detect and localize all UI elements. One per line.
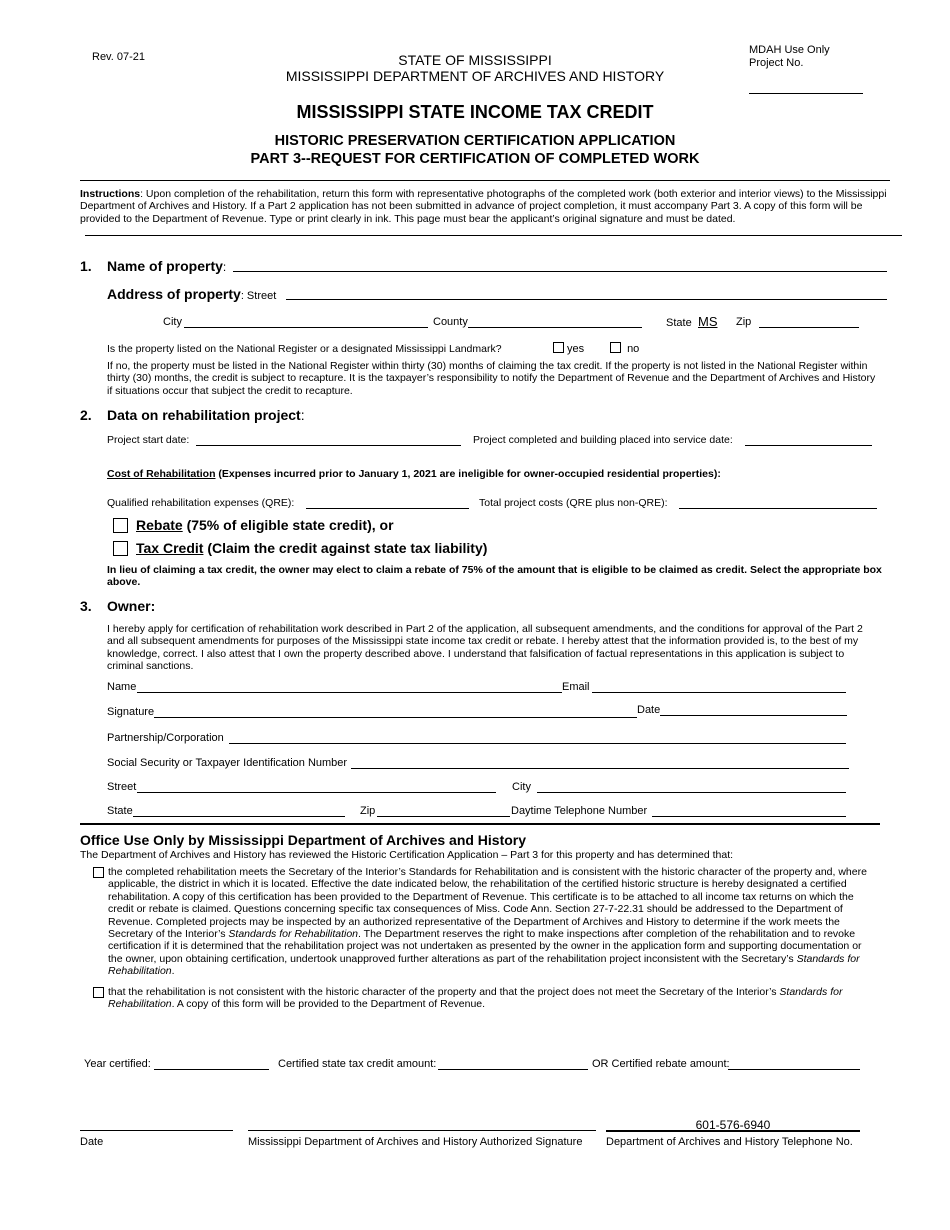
start-date-label: Project start date: [107, 434, 190, 446]
office-intro: The Department of Archives and History has reviewed the Historic Certification Application – Part 3 for this property and has determined that: [80, 849, 734, 861]
property-county-field[interactable] [468, 327, 642, 328]
tax-credit-checkbox[interactable] [113, 541, 128, 556]
cost-of-rehab: Cost of Rehabilitation (Expenses incurred prior to January 1, 2021 are ineligible for owner-occupied residential properties): [107, 468, 721, 480]
owner-email-field[interactable] [592, 692, 846, 693]
state-heading: STATE OF MISSISSIPPI [398, 52, 552, 68]
owner-email-label: Email [562, 681, 590, 693]
office-divider [80, 823, 880, 825]
credit-amount-label: Certified state tax credit amount: [278, 1058, 437, 1070]
rehab-data-title: Data on rehabilitation project: [107, 407, 305, 423]
office-phone-caption: Department of Archives and History Telephone No. [606, 1136, 853, 1148]
qre-field[interactable] [306, 508, 469, 509]
rebate-amount-field[interactable] [728, 1069, 860, 1070]
register-no-option[interactable]: no [610, 342, 639, 355]
owner-zip-label: Zip [360, 805, 376, 817]
office-phone-value: 601-576-6940 [695, 1118, 771, 1132]
property-state-value: MS [698, 314, 718, 329]
owner-city-field[interactable] [537, 792, 846, 793]
total-cost-label: Total project costs (QRE plus non-QRE): [479, 497, 668, 509]
project-no-field[interactable] [749, 93, 863, 94]
form-title: MISSISSIPPI STATE INCOME TAX CREDIT [296, 102, 654, 122]
owner-phone-label: Daytime Telephone Number [511, 805, 648, 817]
office-use-title: Office Use Only by Mississippi Department of Archives and History [80, 832, 527, 848]
owner-attestation: I hereby apply for certification of rehabilitation work described in Part 2 of the application, all subsequent amendments, and the conditions for approval of the Part 2 and all subsequent amendments for purposes of the Mississippi state income tax credit or rebate. I hereby attest that the information provided is, to the best of my knowledge, correct. I also attest that I own the property described above. I understand that falsification of factual representations in this application is subject to criminal sanctions. [107, 623, 863, 673]
register-yes-option[interactable]: yes [553, 342, 584, 355]
owner-phone-field[interactable] [652, 816, 846, 817]
office-signature-caption: Mississippi Department of Archives and History Authorized Signature [248, 1136, 583, 1148]
property-name-label: Name of property: [107, 258, 227, 274]
register-no-checkbox[interactable] [610, 342, 621, 353]
qre-label: Qualified rehabilitation expenses (QRE): [107, 497, 295, 509]
ssn-label: Social Security or Taxpayer Identification Number [107, 757, 348, 769]
office-date-field[interactable] [80, 1130, 233, 1131]
property-city-label: City [163, 316, 182, 328]
department-heading: MISSISSIPPI DEPARTMENT OF ARCHIVES AND HISTORY [285, 68, 665, 84]
certified-option-text: the completed rehabilitation meets the Secretary of the Interior’s Standards for Rehabilitation and is consistent with the historic character of the property and, where applicable, the district in which it is located. Effective the date indicated below, the rehabilitation of the certified historic structure is hereby designated a certified rehabilitation. A copy of this certification has been provided to the Department of Revenue. This certificate is to be attached to all income tax returns on which the credit or rebate is claimed. Questions concerning specific tax consequences of Miss. Code Ann. Section 27-7-22.31 should be addressed to the Department of Revenue. Completed projects may be inspected by an authorized representative of the Department of Archives and History to determine if the work meets the Secretary of the Interior’s Standards for Rehabilitation. The Department reserves the right to make inspections after completion of the rehabilitation and to revoke certification if it is determined that the rehabilitation project was not undertaken as presented by the owner in the application form and supporting documentation or the owner, upon obtaining certification, undertook unapproved further alterations as part of the rehabilitation project inconsistent with the Secretary’s Standards for Rehabilitation. [108, 866, 867, 978]
instructions [80, 188, 892, 225]
partnership-field[interactable] [229, 743, 846, 744]
rebate-option: Rebate (75% of eligible state credit), or [136, 517, 394, 533]
owner-name-label: Name [107, 681, 137, 693]
owner-street-label: Street [107, 781, 137, 793]
credit-amount-field[interactable] [438, 1069, 588, 1070]
section-1-number: 1. [80, 258, 92, 274]
owner-date-label: Date [637, 704, 661, 716]
partnership-label: Partnership/Corporation [107, 732, 224, 744]
instructions-divider [85, 235, 902, 236]
register-question: Is the property listed on the National Register or a designated Mississippi Landmark? [107, 343, 502, 355]
property-zip-label: Zip [736, 316, 752, 328]
mdah-use-label: MDAH Use Only [749, 44, 830, 56]
property-name-field[interactable] [233, 271, 887, 272]
owner-city-label: City [512, 781, 531, 793]
header-divider [80, 180, 890, 181]
completed-date-field[interactable] [745, 445, 872, 446]
property-county-label: County [433, 316, 468, 328]
instructions-label: Instructions [80, 188, 141, 200]
property-zip-field[interactable] [759, 327, 859, 328]
revision-label: Rev. 07-21 [92, 51, 145, 63]
total-cost-field[interactable] [679, 508, 877, 509]
property-street-field[interactable] [286, 299, 887, 300]
owner-name-field[interactable] [137, 692, 562, 693]
completed-date-label: Project completed and building placed into service date: [473, 434, 733, 446]
office-phone-field [606, 1130, 860, 1132]
register-note: If no, the property must be listed in the National Register within thirty (30) months of claiming the tax credit. If the property is not listed in the National Register within thirty (30) months, the credit is subject to recapture. It is the taxpayer’s responsibility to notify the Department of Revenue and the Department of Archives and History if situations occur that subject the credit to recapture. [107, 360, 876, 397]
form-subtitle-1: HISTORIC PRESERVATION CERTIFICATION APPLICATION [274, 133, 676, 149]
tax-credit-option: Tax Credit (Claim the credit against state tax liability) [136, 540, 488, 556]
ssn-field[interactable] [351, 768, 849, 769]
owner-street-field[interactable] [137, 792, 496, 793]
property-state-label: State [666, 317, 692, 329]
denied-option-text: that the rehabilitation is not consistent with the historic character of the property and that the project does not meet the Secretary of the Interior’s Standards for Rehabilitation. A copy of this form will be provided to the Department of Revenue. [108, 986, 843, 1011]
owner-date-field[interactable] [660, 715, 847, 716]
property-city-field[interactable] [184, 327, 428, 328]
rebate-lieu-note: In lieu of claiming a tax credit, the owner may elect to claim a rebate of 75% of the amount that is eligible to be claimed as credit. Select the appropriate box above. [107, 564, 882, 589]
owner-zip-field[interactable] [377, 816, 510, 817]
year-certified-field[interactable] [154, 1069, 269, 1070]
start-date-field[interactable] [196, 445, 461, 446]
register-yes-checkbox[interactable] [553, 342, 564, 353]
year-certified-label: Year certified: [84, 1058, 151, 1070]
owner-title: Owner: [107, 598, 156, 614]
owner-signature-label: Signature [107, 706, 155, 718]
form-subtitle-2: PART 3--REQUEST FOR CERTIFICATION OF COMPLETED WORK [250, 151, 700, 167]
property-address-label: Address of property: Street [107, 286, 277, 302]
instructions-text: : Upon completion of the rehabilitation, return this form with representative photographs of the completed work (both exterior and interior views) to the Mississippi Department of Archives and History. If a Part 2 application has not been submitted in advance of project completion, it must accompany Part 3. A copy of this form will be provided to the Department of Revenue. Type or print clearly in ink. This page must bear the applicant’s original signature and must be dated. [80, 188, 887, 225]
office-signature-field[interactable] [248, 1130, 596, 1131]
denied-option-checkbox[interactable] [93, 987, 104, 998]
section-3-number: 3. [80, 598, 92, 614]
owner-state-label: State [107, 805, 133, 817]
project-no-label: Project No. [749, 57, 804, 69]
rebate-amount-label: OR Certified rebate amount: [592, 1058, 730, 1070]
office-date-caption: Date [80, 1136, 104, 1148]
section-2-number: 2. [80, 407, 92, 423]
owner-signature-field[interactable] [154, 717, 637, 718]
rebate-checkbox[interactable] [113, 518, 128, 533]
certified-option-checkbox[interactable] [93, 867, 104, 878]
owner-state-field[interactable] [133, 816, 345, 817]
